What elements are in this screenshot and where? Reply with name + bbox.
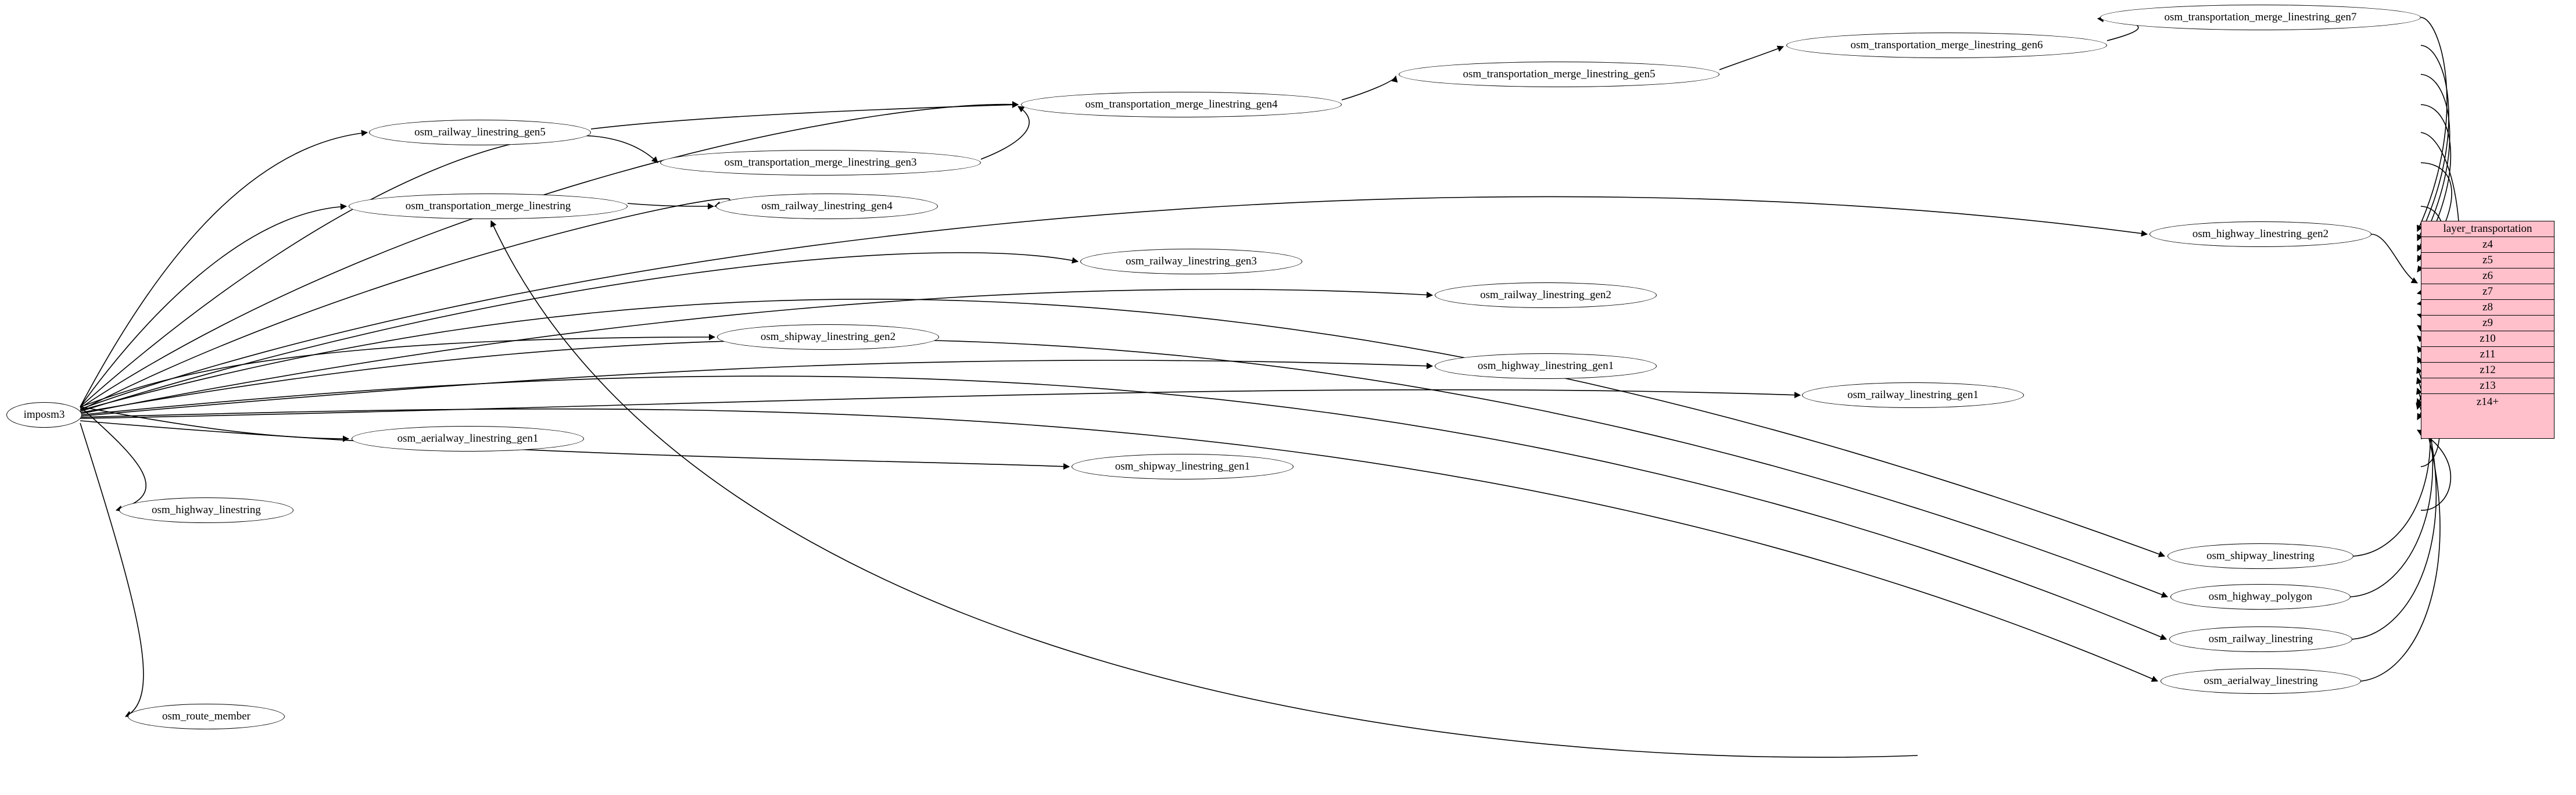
node-label: osm_shipway_linestring [2206, 550, 2315, 562]
node-osm-highway-polygon[interactable] [2170, 584, 2351, 610]
node-osm-railway-linestring-gen1[interactable] [1802, 382, 2024, 408]
node-label: osm_transportation_merge_linestring_gen6 [1850, 39, 2043, 51]
node-osm-shipway-linestring-gen1[interactable] [1072, 454, 1294, 479]
node-label: osm_highway_linestring [152, 504, 261, 516]
node-label: osm_aerialway_linestring [2204, 675, 2318, 687]
zoom-row-z9[interactable]: z9 [2421, 316, 2554, 331]
zoom-row-z7[interactable]: z7 [2421, 284, 2554, 300]
zoom-row-z13[interactable]: z13 [2421, 378, 2554, 394]
node-label: osm_highway_linestring_gen2 [2192, 228, 2329, 240]
node-osm-transportation-merge-linestring[interactable] [349, 194, 628, 219]
node-label: osm_shipway_linestring_gen2 [760, 331, 896, 343]
node-osm-railway-linestring[interactable] [2169, 626, 2352, 652]
zoom-row-z6[interactable]: z6 [2421, 268, 2554, 284]
node-osm-aerialway-linestring-gen1[interactable] [352, 426, 584, 452]
zoom-row-z10[interactable]: z10 [2421, 331, 2554, 347]
node-label: osm_railway_linestring [2208, 633, 2313, 645]
node-osm-transportation-merge-linestring-gen4[interactable] [1021, 92, 1342, 117]
node-label: osm_railway_linestring_gen2 [1480, 289, 1611, 301]
cluster-title: layer_transportation [2421, 221, 2554, 237]
node-label: osm_highway_polygon [2208, 590, 2313, 603]
node-label: osm_aerialway_linestring_gen1 [397, 432, 539, 445]
node-label: osm_transportation_merge_linestring_gen3 [724, 156, 917, 169]
node-osm-aerialway-linestring[interactable] [2161, 668, 2361, 694]
node-label: osm_shipway_linestring_gen1 [1115, 460, 1251, 472]
node-osm-railway-linestring-gen4[interactable] [716, 194, 938, 219]
node-label: osm_highway_linestring_gen1 [1477, 360, 1614, 372]
zoom-row-z5[interactable]: z5 [2421, 253, 2554, 268]
node-label: osm_railway_linestring_gen5 [414, 126, 546, 138]
node-label: osm_railway_linestring_gen1 [1847, 389, 1979, 401]
node-osm-shipway-linestring-gen2[interactable] [717, 324, 939, 350]
node-osm-railway-linestring-gen3[interactable] [1080, 249, 1302, 274]
node-imposm3[interactable] [6, 402, 82, 428]
node-osm-highway-linestring-gen2[interactable] [2149, 221, 2371, 247]
node-osm-transportation-merge-linestring-gen5[interactable] [1399, 62, 1719, 87]
zoom-row-z14-plus[interactable]: z14+ [2421, 394, 2554, 410]
node-label: osm_transportation_merge_linestring_gen7 [2164, 11, 2357, 23]
node-osm-shipway-linestring[interactable] [2167, 543, 2353, 569]
node-label: osm_transportation_merge_linestring_gen5 [1463, 68, 1656, 80]
node-label: osm_transportation_merge_linestring_gen4 [1085, 98, 1278, 110]
node-label: osm_route_member [162, 710, 250, 722]
zoom-row-z12[interactable]: z12 [2421, 363, 2554, 378]
node-osm-transportation-merge-linestring-gen6[interactable] [1786, 33, 2107, 58]
node-osm-railway-linestring-gen5[interactable] [369, 120, 591, 145]
node-label: osm_railway_linestring_gen3 [1126, 255, 1257, 267]
cluster-layer-transportation [2421, 221, 2554, 439]
node-label: osm_railway_linestring_gen4 [761, 200, 893, 212]
node-label: osm_transportation_merge_linestring [405, 200, 571, 212]
node-osm-highway-linestring-gen1[interactable] [1435, 353, 1657, 379]
node-osm-railway-linestring-gen2[interactable] [1435, 282, 1657, 308]
node-osm-route-member[interactable] [128, 704, 285, 729]
node-osm-transportation-merge-linestring-gen7[interactable] [2100, 5, 2421, 30]
node-label: imposm3 [23, 409, 65, 421]
node-osm-highway-linestring[interactable] [119, 497, 293, 523]
zoom-row-z8[interactable]: z8 [2421, 300, 2554, 316]
zoom-row-z4[interactable]: z4 [2421, 237, 2554, 253]
node-osm-transportation-merge-linestring-gen3[interactable] [660, 150, 981, 176]
zoom-row-z11[interactable]: z11 [2421, 347, 2554, 363]
